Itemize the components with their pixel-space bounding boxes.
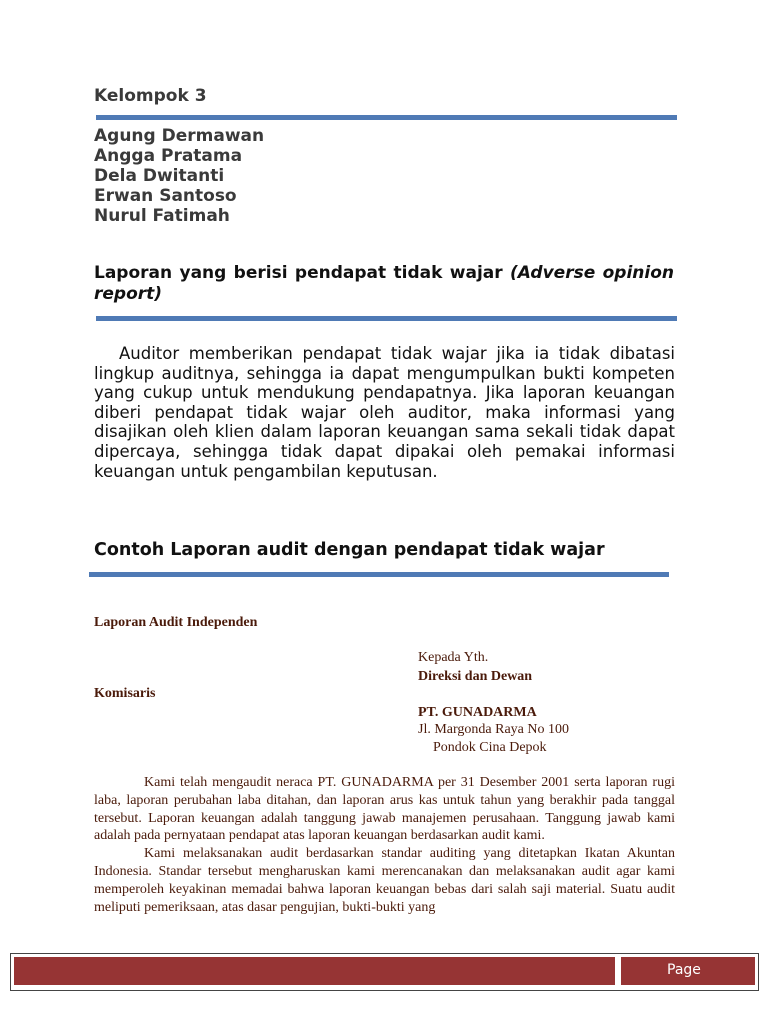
report-paragraph: Kami telah mengaudit neraca PT. GUNADARMA per 31 Desember 2001 serta laporan rugi laba, laporan perubahan laba ditahan, dan laporan arus kas untuk tahun yang berakhir pada tanggal tersebut. Laporan keuangan adalah tanggung jawab manajemen perusahaan. Tanggung jawab kami adalah pada pernyataan pendapat atas laporan keuangan berdasarkan audit kami. [94,775,675,844]
section-title-italic: (Adverse opinion report) [94,263,674,304]
group-title: Kelompok 3 [94,86,207,106]
divider-top [96,115,677,120]
divider-example [89,572,669,577]
footer-bar [14,957,615,985]
address-street: Jl. Margonda Raya No 100 [418,722,569,737]
address-company: PT. GUNADARMA [418,705,537,720]
member-name: Dela Dwitanti [94,166,225,186]
member-name: Agung Dermawan [94,126,265,146]
section-title [94,263,674,305]
member-name: Erwan Santoso [94,186,237,206]
footer-page-box [621,957,755,985]
member-name: Angga Pratama [94,146,243,166]
divider-section [96,316,677,321]
report-title: Laporan Audit Independen [94,615,258,630]
page-label: Page [667,962,701,978]
example-title: Contoh Laporan audit dengan pendapat tidak wajar [94,540,605,560]
definition-paragraph: Auditor memberikan pendapat tidak wajar jika ia tidak dibatasi lingkup auditnya, sehingga ia dapat mengumpulkan bukti kompeten yang cukup untuk mendukung pendapatnya. Jika laporan keuangan diberi pendapat tidak wajar oleh auditor, maka informasi yang disajikan oleh klien dalam laporan keuangan sama sekali tidak dapat dipercaya, sehingga tidak dapat dipakai oleh pemakai informasi keuangan untuk pengambilan keputusan. [94,344,675,481]
address-salutation: Kepada Yth. [418,650,489,665]
address-recipient: Direksi dan Dewan [418,669,533,684]
report-body [94,774,675,916]
member-list [94,126,264,226]
address-recipient-cont: Komisaris [94,686,156,701]
report-paragraph: Kami melaksanakan audit berdasarkan standar auditing yang ditetapkan Ikatan Akuntan Indonesia. Standar tersebut mengharuskan kami merencanakan dan melaksanakan audit agar kami memperoleh keyakinan memadai bahwa laporan keuangan bebas dari salah saji material. Suatu audit meliputi pemeriksaan, atas dasar pengujian, bukti-bukti yang [94,846,675,915]
member-name: Nurul Fatimah [94,206,230,226]
section-title-text: Laporan yang berisi pendapat tidak wajar [94,263,511,283]
address-city: Pondok Cina Depok [433,740,547,755]
